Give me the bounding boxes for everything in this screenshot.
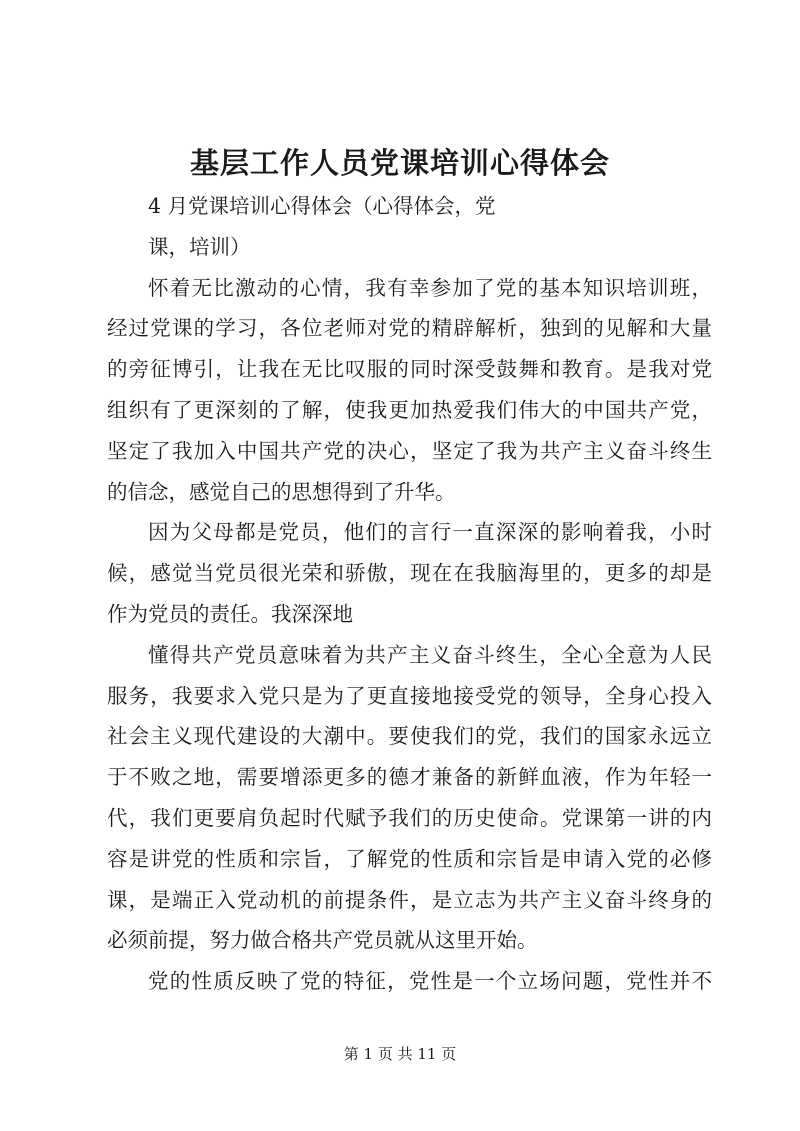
paragraph-3-line-5: 代，我们更要肩负起时代赋予我们的历史使命。党课第一讲的内 [107, 805, 712, 830]
paragraph-4-line-1: 党的性质反映了党的特征，党性是一个立场问题，党性并不 [148, 969, 712, 994]
document-body [107, 186, 712, 1002]
paragraph-1-line-4: 组织有了更深刻的了解，使我更加热爱我们伟大的中国共产党， [107, 397, 712, 422]
document-title: 基层工作人员党课培训心得体会 [189, 146, 610, 180]
subtitle-line-1: 4 月党课培训心得体会（心得体会，党 [148, 194, 496, 218]
paragraph-1-line-2: 经过党课的学习，各位老师对党的精辟解析，独到的见解和大量 [107, 316, 712, 341]
paragraph-3-line-3: 社会主义现代建设的大潮中。要使我们的党，我们的国家永远立 [107, 724, 712, 749]
paragraph-3-line-1: 懂得共产党员意味着为共产主义奋斗终生，全心全意为人民 [148, 642, 712, 667]
paragraph-1-line-3: 的旁征博引，让我在无比叹服的同时深受鼓舞和教育。是我对党 [107, 357, 712, 382]
paragraph-2-line-1: 因为父母都是党员，他们的言行一直深深的影响着我，小时 [148, 520, 712, 545]
paragraph-3-line-8: 必须前提，努力做合格共产党员就从这里开始。 [107, 928, 538, 953]
paragraph-1-line-6: 的信念，感觉自己的思想得到了升华。 [107, 479, 456, 504]
paragraph-2-line-2: 候，感觉当党员很光荣和骄傲，现在在我脑海里的，更多的却是 [107, 561, 712, 586]
paragraph-1-line-1: 怀着无比激动的心情，我有幸参加了党的基本知识培训班， [148, 275, 712, 300]
paragraph-3-line-7: 课，是端正入党动机的前提条件，是立志为共产主义奋斗终身的 [107, 887, 712, 912]
subtitle-line-2: 课，培训） [148, 234, 251, 259]
paragraph-1-line-5: 坚定了我加入中国共产党的决心，坚定了我为共产主义奋斗终生 [107, 438, 712, 463]
paragraph-3-line-6: 容是讲党的性质和宗旨，了解党的性质和宗旨是申请入党的必修 [107, 846, 712, 871]
paragraph-3-line-2: 服务，我要求入党只是为了更直接地接受党的领导，全身心投入 [107, 683, 712, 708]
paragraph-2-line-3: 作为党员的责任。我深深地 [107, 601, 353, 626]
page-footer: 第 1 页 共 11 页 [343, 1045, 457, 1063]
paragraph-3-line-4: 于不败之地，需要增添更多的德才兼备的新鲜血液，作为年轻一 [107, 765, 712, 790]
